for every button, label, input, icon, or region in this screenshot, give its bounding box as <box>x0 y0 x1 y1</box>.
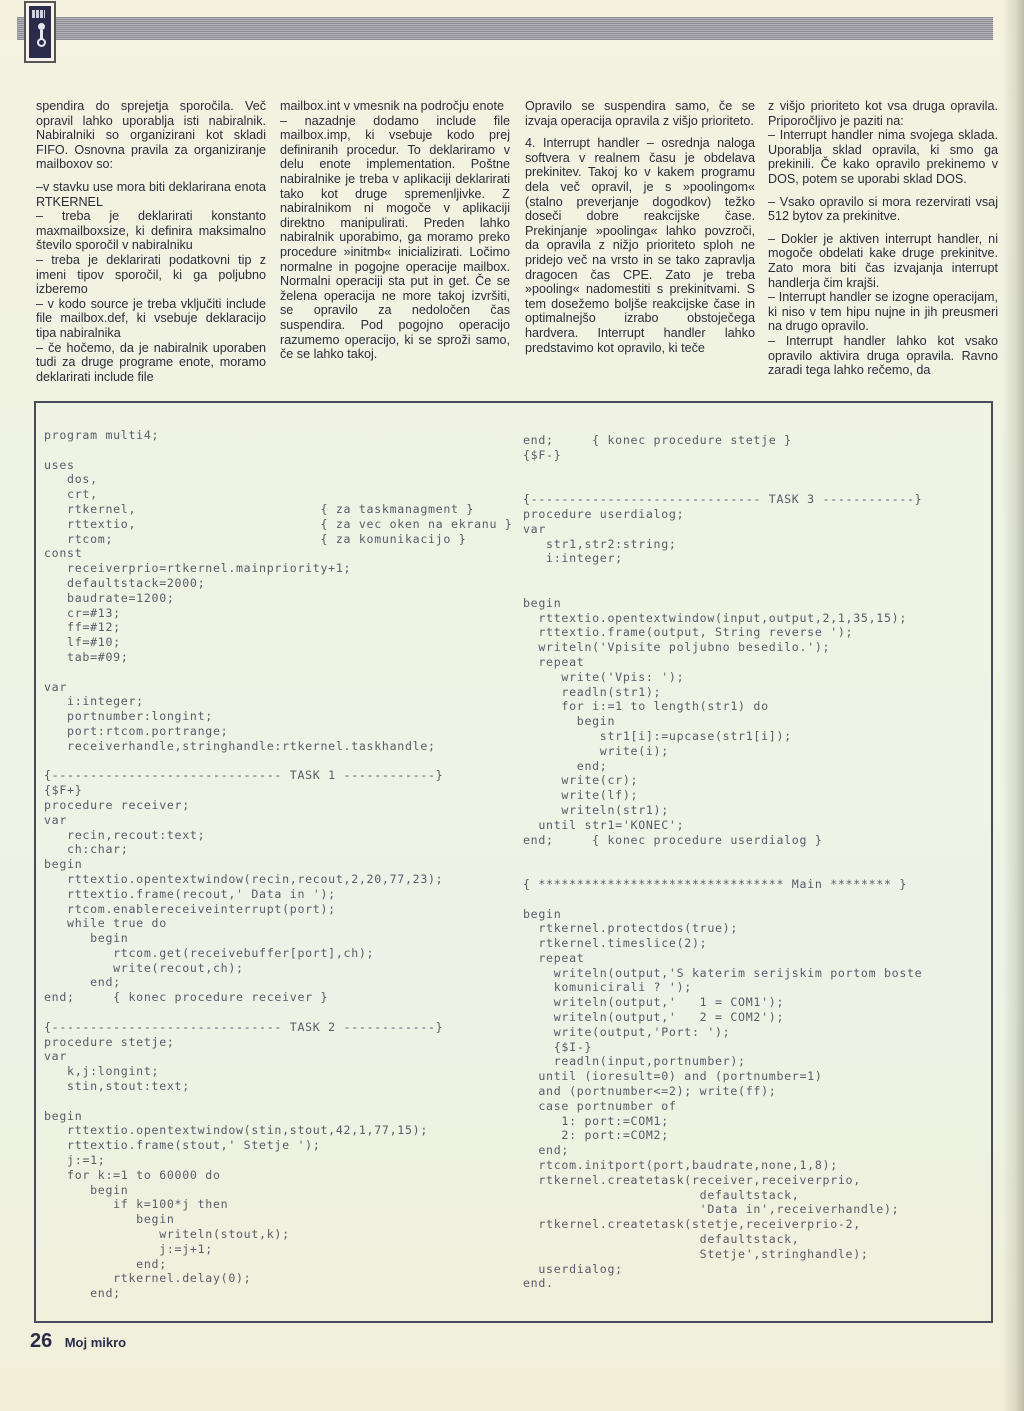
code-line: write(cr); <box>523 773 639 788</box>
text-column-4 <box>768 99 998 386</box>
code-line: rttextio.frame(stout,' Stetje '); <box>44 1138 321 1153</box>
code-line <box>523 463 922 478</box>
code-line: komunicirali ? '); <box>523 980 692 995</box>
text-column-3 <box>525 99 755 363</box>
code-line: for k:=1 to 60000 do <box>44 1167 221 1182</box>
paragraph: – če hočemo, da je nabiralnik uporaben tudi za druge programe enote, moramo deklarirati include file <box>36 340 266 384</box>
code-line: program multi4; <box>44 428 160 442</box>
code-line: baudrate=1200; <box>44 590 175 605</box>
code-line: var <box>523 521 547 536</box>
page-edge-shadow <box>1002 0 1024 1411</box>
code-line: rttextio.opentextwindow(stin,stout,42,1,77,15); <box>44 1123 429 1138</box>
code-line: 2: port:=COM2; <box>523 1128 669 1143</box>
code-line: case portnumber of <box>523 1098 677 1113</box>
code-line: rttextio.opentextwindow(input,output,2,1,35,15); <box>523 610 908 625</box>
code-line: for i:=1 to length(str1) do <box>523 699 769 714</box>
code-line: stin,stout:text; <box>44 1079 190 1094</box>
code-line: k,j:longint; <box>44 1064 160 1079</box>
code-line <box>44 1005 512 1020</box>
code-line <box>523 566 922 581</box>
code-line: begin <box>523 906 562 921</box>
code-line: write(recout,ch); <box>44 960 244 975</box>
code-line: {------------------------------ TASK 3 ------------} <box>523 492 923 507</box>
code-line: while true do <box>44 916 167 931</box>
code-line: defaultstack, <box>523 1232 800 1247</box>
code-line: {------------------------------ TASK 1 ------------} <box>44 768 444 783</box>
page-footer <box>30 1330 126 1353</box>
code-line: {$F+} <box>44 783 83 798</box>
code-line: repeat <box>523 654 585 669</box>
code-line: ch:char; <box>44 842 129 857</box>
paragraph: – treba je deklarirati konstanto maxmailboxsize, ki definira maksimalno število sporočil v nabiralniku <box>36 209 266 253</box>
paragraph: – Vsako opravilo si mora rezervirati vsaj 512 bytov za prekinitve. <box>768 194 998 224</box>
code-line: recin,recout:text; <box>44 827 206 842</box>
code-line: until str1='KONEC'; <box>523 817 685 832</box>
code-line: Stetje',stringhandle); <box>523 1246 869 1261</box>
code-line <box>44 665 512 680</box>
code-line: rttextio.frame(output, String reverse '); <box>523 625 854 640</box>
code-line: const <box>44 546 83 561</box>
code-line: writeln('Vpisite poljubno besedilo.'); <box>523 640 831 655</box>
code-line: end; <box>44 1286 121 1301</box>
paragraph: – treba je deklarirati podatkovni tip z imeni tipov sporočil, ki ga poljubno izberemo <box>36 252 266 297</box>
paragraph: Opravilo se suspendira samo, če se izvaja operacija opravila z višjo prioriteto. <box>525 99 755 128</box>
page-number: 26 <box>30 1330 53 1352</box>
paragraph: mailbox.int v vmesnik na področju enote <box>280 99 505 113</box>
code-line: crt, <box>44 487 98 502</box>
code-line <box>523 892 922 907</box>
code-line: {$I-} <box>523 1039 593 1054</box>
paragraph: – Dokler je aktiven interrupt handler, ni mogoče obdelati kake druge prekinitve. Zato mora biti čas izvajanja interrupt handlerja čim krajši. <box>768 231 998 290</box>
code-listing-right <box>523 433 922 1291</box>
code-line: ff=#12; <box>44 620 121 635</box>
code-line: rtkernel.delay(0); <box>44 1271 252 1286</box>
code-line <box>44 443 512 458</box>
code-line: writeln(stout,k); <box>44 1227 290 1242</box>
code-line: portnumber:longint; <box>44 709 213 724</box>
code-line <box>523 862 922 877</box>
code-line: procedure userdialog; <box>523 506 685 521</box>
code-line: {$F-} <box>523 447 562 462</box>
code-line <box>44 1094 512 1109</box>
code-line: rtkernel.createtask(stetje,receiverprio-2, <box>523 1217 861 1232</box>
code-line: var <box>44 679 68 694</box>
code-line: rtkernel, { za taskmanagment } <box>44 501 475 516</box>
code-line: 'Data in',receiverhandle); <box>523 1202 900 1217</box>
code-line: writeln(str1); <box>523 802 669 817</box>
code-line: cr=#13; <box>44 605 121 620</box>
code-line: end; { konec procedure stetje } <box>523 433 792 447</box>
code-line: rtcom.get(receivebuffer[port],ch); <box>44 945 375 960</box>
code-line: rtkernel.createtask(receiver,receiverprio, <box>523 1172 861 1187</box>
code-line: readln(str1); <box>523 684 662 699</box>
code-line: dos, <box>44 472 98 487</box>
code-line: end; <box>523 758 608 773</box>
code-listing-left <box>44 428 512 1301</box>
code-line: lf=#10; <box>44 635 121 650</box>
code-line: receiverhandle,stringhandle:rtkernel.taskhandle; <box>44 738 436 753</box>
code-line: {------------------------------ TASK 2 ------------} <box>44 1019 444 1034</box>
code-line: writeln(output,' 2 = COM2'); <box>523 1010 785 1025</box>
magazine-name: Moj mikro <box>64 1335 127 1350</box>
code-line: end; <box>523 1143 570 1158</box>
code-line: begin <box>523 714 616 729</box>
paragraph: – Interrupt handler nima svojega sklada. Uporablja sklad opravila, ki smo ga prekinili. Če kako opravilo prekinemo v DOS, potem se uporabi sklad DOS. <box>768 128 998 186</box>
code-line: i:integer; <box>44 694 144 709</box>
paragraph: – Interrupt handler lahko kot vsako opravilo aktivira druga opravila. Ravno zaradi tega lahko rečemo, da <box>768 333 998 378</box>
code-line: end; <box>44 1256 167 1271</box>
code-line: write(lf); <box>523 788 639 803</box>
paragraph: – nazadnje dodamo include file mailbox.imp, ki vsebuje kodo prej definiranih procedur. To deklariramo v delu enote implementation. Poštne nabiralnike je treba v aplikaciji deklarirati tako kot druge spremenljivke. Z nabiralnikom ni mogoče v aplikaciji direktno manipulirati. Preden lahko nabiralnik uporabimo, ga moramo preko procedure »initmb« inicializirati. Ločimo normalne in pogojne operacije mailbox. Normalni operaciji sta put in get. Če se želena operacija ne more takoj izvršiti, se opravilo za nedoločen čas suspendira. Pod pogojno operacijo razumemo operacijo, ki se sproži samo, če se lahko takoj. <box>280 113 510 362</box>
paragraph: – Interrupt handler se izogne operacijam, ki niso v tem hipu nujne in jih preusmeri na drugo opravilo. <box>768 290 998 334</box>
code-line <box>523 581 922 596</box>
code-line: defaultstack, <box>523 1187 800 1202</box>
code-line: str1,str2:string; <box>523 536 677 551</box>
code-line: var <box>44 812 68 827</box>
code-line <box>523 477 922 492</box>
code-line: receiverprio=rtkernel.mainpriority+1; <box>44 561 352 576</box>
text-column-2 <box>280 99 510 362</box>
code-line: procedure receiver; <box>44 797 190 812</box>
code-line: str1[i]:=upcase(str1[i]); <box>523 728 792 743</box>
code-line: begin <box>44 1182 129 1197</box>
code-line: i:integer; <box>523 551 623 566</box>
code-line: write(i); <box>523 743 669 758</box>
code-line: userdialog; <box>523 1261 623 1276</box>
code-line: rttextio.opentextwindow(recin,recout,2,20,77,23); <box>44 871 444 886</box>
code-line: repeat <box>523 950 585 965</box>
code-line: { ******************************** Main ******** } <box>523 876 908 891</box>
code-line: begin <box>44 1212 175 1227</box>
section-logo-icon <box>24 1 56 63</box>
paragraph: spendira do sprejetja sporočila. Več opravil lahko uporablja isti nabiralnik. Nabiralniki so organizirani kot skladi FIFO. Osnovna pravila za organiziranje mailboxov so: <box>36 99 266 172</box>
code-line: writeln(output,' 1 = COM1'); <box>523 995 785 1010</box>
code-line: uses <box>44 457 75 472</box>
code-line: end; { konec procedure receiver } <box>44 990 329 1005</box>
code-line: j:=j+1; <box>44 1241 213 1256</box>
code-line: procedure stetje; <box>44 1034 175 1049</box>
code-line: rttextio, { za vec oken na ekranu } <box>44 516 513 531</box>
code-line: rtcom; { za komunikacijo } <box>44 531 467 546</box>
code-line: end; { konec procedure userdialog } <box>523 832 823 847</box>
code-line: and (portnumber<=2); write(ff); <box>523 1084 777 1099</box>
text-column-1 <box>36 99 266 392</box>
code-line: rtkernel.protectdos(true); <box>523 921 739 936</box>
code-line: readln(input,portnumber); <box>523 1054 746 1069</box>
code-line: rtcom.initport(port,baudrate,none,1,8); <box>523 1158 838 1173</box>
code-line: begin <box>44 931 129 946</box>
code-line <box>44 754 512 769</box>
code-line: rttextio.frame(recout,' Data in '); <box>44 886 336 901</box>
code-line: begin <box>523 595 562 610</box>
code-line: tab=#09; <box>44 649 129 664</box>
code-line: end; <box>44 975 121 990</box>
code-line: var <box>44 1049 68 1064</box>
paragraph: z višjo prioriteto kot vsa druga opravila. Priporočljivo je paziti na: <box>768 99 998 128</box>
code-line: begin <box>44 1108 83 1123</box>
code-line: rtcom.enablereceiveinterrupt(port); <box>44 901 336 916</box>
section-header-bar <box>17 17 993 40</box>
code-line: begin <box>44 857 83 872</box>
paragraph: –v stavku use mora biti deklarirana enota RTKERNEL <box>36 179 266 209</box>
code-line: defaultstack=2000; <box>44 575 206 590</box>
code-line: port:rtcom.portrange; <box>44 723 229 738</box>
code-line: write(output,'Port: '); <box>523 1024 731 1039</box>
paragraph: 4. Interrupt handler – osrednja naloga softvera v realnem času je obdelava prekinitev. Takoj ko v kakem programu dela več opravil, je s »poolingom« (stalno preverjanje dogodkov) težko doseči dobre reakcijske čase. Prekinjanje »poolinga« lahko povzroči, da opravila z nižjo prioriteto sploh ne pridejo več na vrsto in se tako zapravlja dragocen čas CPE. Zato je treba »pooling« nadomestiti s prekinitvami. S tem dosežemo boljše reakcijske čase in optimalnejšo izrabo obstoječega hardvera. Interrupt handler lahko predstavimo kot opravilo, ki teče <box>525 136 755 355</box>
code-line: rtkernel.timeslice(2); <box>523 936 708 951</box>
code-line: writeln(output,'S katerim serijskim portom boste <box>523 965 923 980</box>
code-line: j:=1; <box>44 1153 106 1168</box>
code-line: 1: port:=COM1; <box>523 1113 669 1128</box>
code-line: if k=100*j then <box>44 1197 229 1212</box>
paragraph: – v kodo source je treba vključiti include file mailbox.def, ki vsebuje deklaracijo tipa nabiralnika <box>36 296 266 340</box>
code-line: end. <box>523 1276 554 1291</box>
code-line: write('Vpis: '); <box>523 669 685 684</box>
code-line: until (ioresult=0) and (portnumber=1) <box>523 1069 823 1084</box>
code-line <box>523 847 922 862</box>
